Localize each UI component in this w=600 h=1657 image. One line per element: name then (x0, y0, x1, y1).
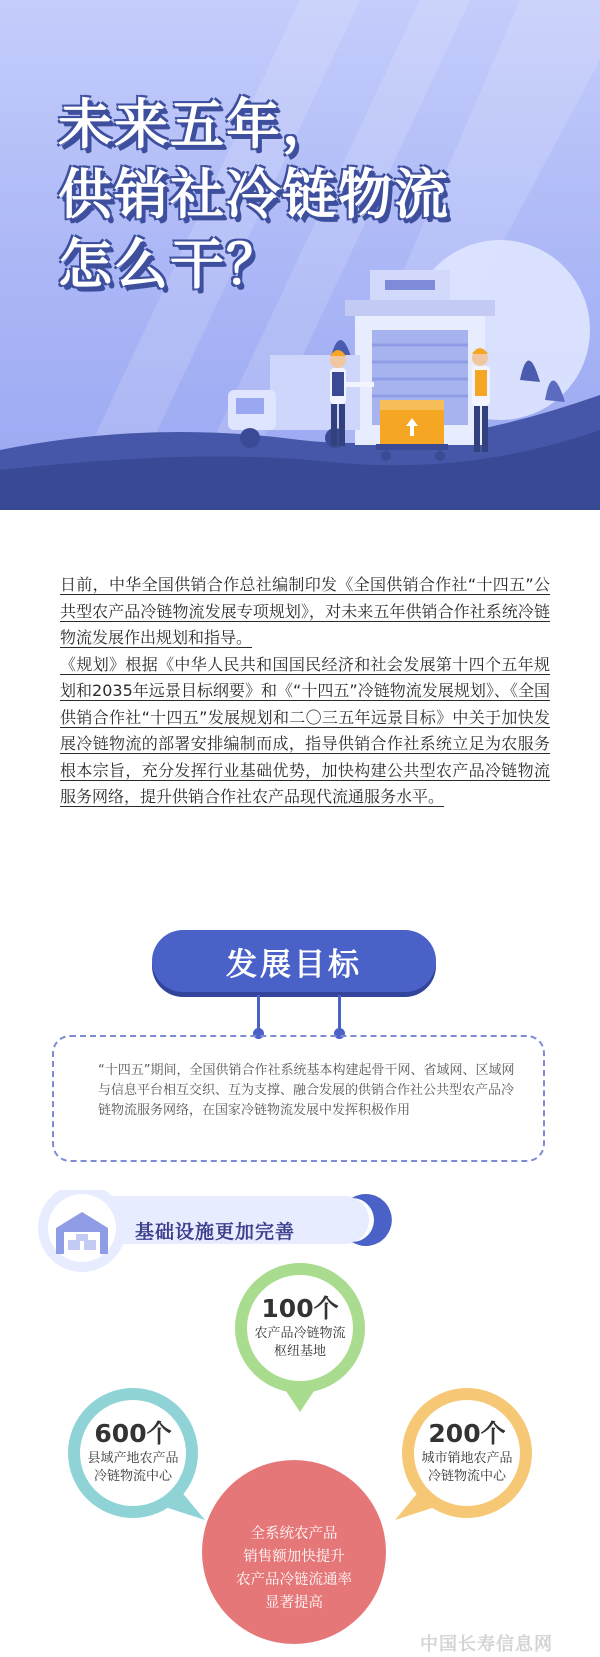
hero-title-line-1: 未来五年， (58, 93, 338, 156)
bubble-city-desc-1: 城市销地农产品 (421, 1451, 513, 1466)
bubble-county-number: 600个 (94, 1419, 172, 1448)
cold-chain-illustration (0, 0, 600, 510)
goals-text: “十四五”期间，全国供销合作社系统基本构建起骨干网、省域网、区域网与信息平台相互交织、互为支撑、融合发展的供销合作社公共型农产品冷链物流服务网络，在国家冷链物流发展中发挥积极作用 (98, 1063, 515, 1118)
bubble-county-desc-1: 县域产地农产品 (87, 1451, 179, 1466)
bubble-city-number: 200个 (428, 1419, 506, 1448)
watermark: 中国长寿信息网 (420, 1634, 553, 1655)
goals-text-box (52, 1035, 545, 1162)
bubble-hub-desc-2: 枢纽基地 (273, 1344, 326, 1359)
intro-text (60, 572, 550, 811)
warehouse-icon (38, 1190, 126, 1272)
infrastructure-heading: 基础设施更加完善 (135, 1221, 296, 1243)
center-line-3: 农产品冷链流通率 (236, 1572, 352, 1588)
bubble-city-centers (407, 1418, 527, 1486)
goals-heading-pill (152, 930, 436, 992)
hero-title-line-3: 怎么干？ (58, 233, 282, 296)
bubble-city-desc-2: 冷链物流中心 (427, 1469, 506, 1484)
hero-title-line-2: 供销社冷链物流 (58, 163, 450, 226)
center-line-2: 销售额加快提升 (243, 1549, 345, 1565)
bubble-hub-number: 100个 (261, 1294, 339, 1323)
bubble-county-centers (73, 1418, 193, 1486)
intro-paragraph-1-text: 日前，中华全国供销合作总社编制印发《全国供销合作社“十四五”公共型农产品冷链物流发展专项规划》，对未来五年供销合作社系统冷链物流发展作出规划和指导。 (60, 575, 550, 647)
connector-line-left (257, 995, 260, 1035)
intro-paragraph-1 (60, 572, 550, 652)
bubble-hub-bases (240, 1293, 360, 1361)
connector-line-right (338, 995, 341, 1035)
center-circle-text (206, 1523, 382, 1615)
bubble-county-desc-2: 冷链物流中心 (93, 1469, 172, 1484)
intro-paragraph-2-text: 《规划》根据《中华人民共和国国民经济和社会发展第十四个五年规划和2035年远景目标纲要》和《“十四五”冷链物流发展规划》、《全国供销合作社“十四五”发展规划和二〇三五年远景目标》中关于加快发展冷链物流的部署安排编制而成，指导供销合作社系统立足为农服务根本宗旨，充分发挥行业基础优势，加快构建公共型农产品冷链物流服务网络，提升供销合作社农产品现代流通服务水平。 (60, 654, 550, 806)
bubble-hub-desc-1: 农产品冷链物流 (254, 1326, 346, 1341)
goals-heading: 发展目标 (226, 946, 362, 983)
center-line-1: 全系统农产品 (250, 1526, 338, 1542)
center-line-4: 显著提高 (265, 1595, 323, 1611)
hero-banner (0, 0, 600, 510)
intro-paragraph-2 (60, 652, 550, 811)
